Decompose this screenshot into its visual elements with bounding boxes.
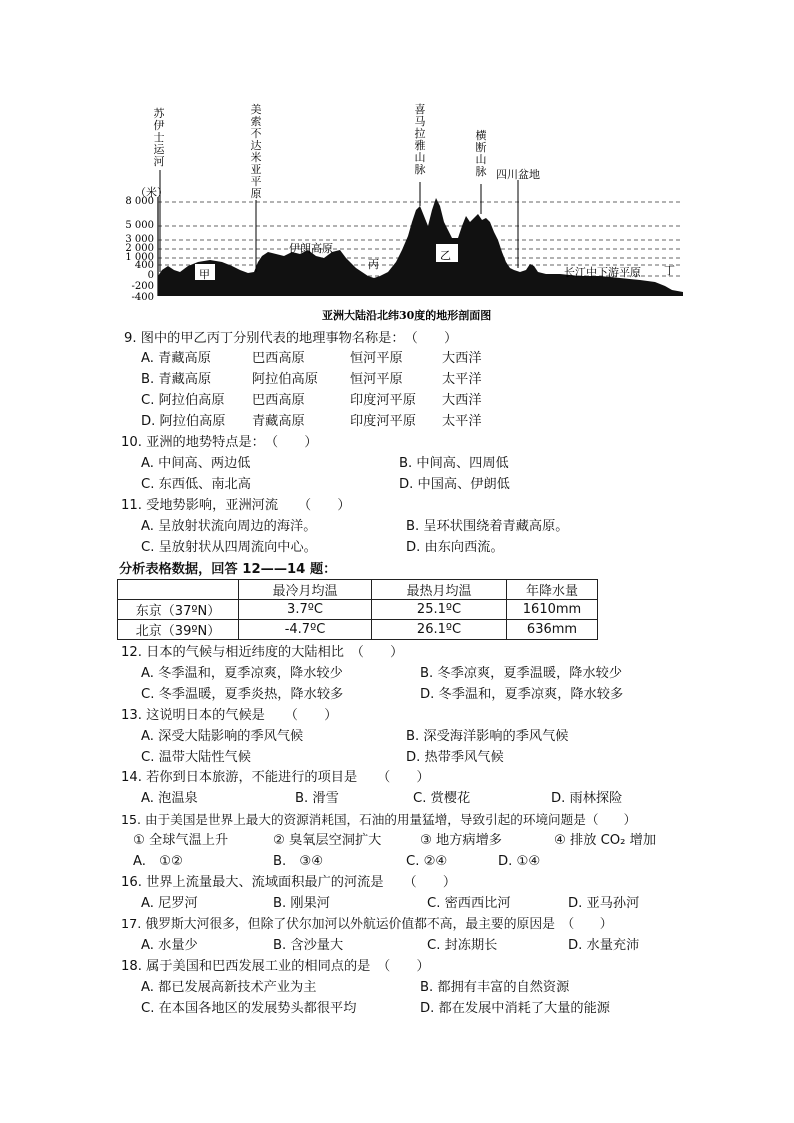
statement-3: ③ 地方病增多	[420, 833, 502, 848]
option-a: A. 都已发展高新技术产业为主	[141, 980, 317, 995]
hengduan-label: 横断山脉	[475, 129, 487, 178]
question-9: 9. 图中的甲乙丙丁分别代表的地理事物名称是： （ ）	[124, 331, 458, 346]
option-text: C. 阿拉伯高原	[141, 393, 225, 408]
option-c: C. 温带大陆性气候	[141, 750, 251, 765]
question-12: 12. 日本的气候与相近纬度的大陆相比 （ ）	[121, 645, 404, 660]
option-d: D. 水量充沛	[568, 938, 640, 953]
terrain-profile-svg	[0, 0, 794, 330]
option-a: A. ①②	[133, 854, 183, 869]
unit-label: （米）	[135, 186, 168, 199]
label-ding: 丁	[664, 264, 675, 277]
table-row	[118, 620, 598, 640]
option-c: C. 赏樱花	[413, 791, 471, 806]
option-a: A. 冬季温和，夏季凉爽，降水较少	[141, 666, 343, 681]
statement-2: ② 臭氧层空洞扩大	[273, 833, 382, 848]
option-text: 巴西高原	[252, 393, 305, 408]
suez-canal-label: 苏伊士运河	[153, 107, 165, 168]
option-text: 恒河平原	[350, 372, 403, 387]
option-b: B. 中间高、四周低	[399, 456, 509, 471]
himalaya-label: 喜马拉雅山脉	[414, 103, 426, 176]
option-d: D. 亚马孙河	[568, 896, 640, 911]
option-c: C. 东西低、南北高	[141, 477, 251, 492]
option-text: 阿拉伯高原	[252, 372, 318, 387]
diagram-caption: 亚洲大陆沿北纬30度的地形剖面图	[322, 309, 492, 322]
y-tick: -200	[131, 281, 154, 292]
y-tick: 5 000	[125, 220, 154, 231]
table-cell: 636mm	[507, 620, 598, 640]
table-header-cell: 最冷月均温	[239, 580, 372, 600]
option-a: A. 水量少	[141, 938, 198, 953]
y-tick: 0	[147, 270, 154, 281]
question-11: 11. 受地势影响，亚洲河流 （ ）	[121, 498, 351, 513]
option-text: 太平洋	[442, 372, 482, 387]
option-text: 恒河平原	[350, 351, 403, 366]
option-b: B. 刚果河	[273, 896, 330, 911]
table-cell: 25.1ºC	[372, 600, 507, 620]
question-10: 10. 亚洲的地势特点是： （ ）	[121, 435, 318, 450]
table-row	[118, 600, 598, 620]
mesopotamia-plain-label: 美索不达米亚平原	[250, 103, 262, 200]
option-d: D. ①④	[498, 854, 541, 869]
option-b: B. 冬季凉爽，夏季温暖，降水较少	[420, 666, 623, 681]
option-c: C. 密西西比河	[427, 896, 511, 911]
y-tick: 8 000	[125, 196, 154, 207]
option-text: 大西洋	[442, 351, 482, 366]
option-b: B. 都拥有丰富的自然资源	[420, 980, 570, 995]
option-text: D. 阿拉伯高原	[141, 414, 226, 429]
table-header-cell: 年降水量	[507, 580, 598, 600]
option-b: B. 呈环状围绕着青藏高原。	[406, 519, 569, 534]
terrain-profile-shape	[158, 198, 683, 296]
option-c: C. 封冻期长	[427, 938, 498, 953]
sichuan-basin-label: 四川盆地	[496, 168, 540, 181]
question-18: 18. 属于美国和巴西发展工业的相同点的是 （ ）	[121, 959, 430, 974]
option-a: A. 呈放射状流向周边的海洋。	[141, 519, 317, 534]
option-c: C. 呈放射状从四周流向中心。	[141, 540, 317, 555]
table-cell: 26.1ºC	[372, 620, 507, 640]
label-jia: 甲	[199, 268, 210, 281]
option-text: B. 青藏高原	[141, 372, 212, 387]
option-text: 印度河平原	[350, 414, 416, 429]
option-b: B. 含沙量大	[273, 938, 344, 953]
table-cell: 东京（37ºN）	[118, 600, 239, 620]
question-14: 14. 若你到日本旅游，不能进行的项目是 （ ）	[121, 770, 430, 785]
y-tick: 2 000	[125, 243, 154, 254]
option-d: D. 由东向西流。	[406, 540, 504, 555]
table-cell: -4.7ºC	[239, 620, 372, 640]
option-c: C. 冬季温暖，夏季炎热，降水较多	[141, 687, 344, 702]
table-cell: 1610mm	[507, 600, 598, 620]
climate-table	[117, 579, 598, 640]
y-tick: 3 000	[125, 234, 154, 245]
option-a: A. 泡温泉	[141, 791, 198, 806]
option-text: 巴西高原	[252, 351, 305, 366]
table-header-row	[118, 580, 598, 600]
option-a: A. 尼罗河	[141, 896, 198, 911]
option-a: A. 中间高、两边低	[141, 456, 251, 471]
option-a: A. 深受大陆影响的季风气候	[141, 729, 304, 744]
option-d: D. 热带季风气候	[406, 750, 504, 765]
option-b: B. ③④	[273, 854, 324, 869]
option-text: A. 青藏高原	[141, 351, 211, 366]
option-b: B. 深受海洋影响的季风气候	[406, 729, 569, 744]
table-cell: 北京（39ºN）	[118, 620, 239, 640]
question-13: 13. 这说明日本的气候是 （ ）	[121, 708, 338, 723]
y-tick: 1 000	[125, 252, 154, 263]
question-17: 17. 俄罗斯大河很多，但除了伏尔加河以外航运价值都不高，最主要的原因是 （ ）	[121, 917, 613, 932]
table-header-cell	[118, 580, 239, 600]
option-c: C. ②④	[406, 854, 448, 869]
statement-4: ④ 排放 CO₂ 增加	[554, 833, 657, 848]
option-d: D. 雨林探险	[551, 791, 623, 806]
table-heading: 分析表格数据，回答 12——14 题：	[119, 562, 337, 577]
y-tick: 400	[134, 260, 154, 271]
table-header-cell: 最热月均温	[372, 580, 507, 600]
statement-1: ① 全球气温上升	[133, 833, 229, 848]
option-text: 青藏高原	[252, 414, 305, 429]
option-text: 印度河平原	[350, 393, 416, 408]
table-cell: 3.7ºC	[239, 600, 372, 620]
option-d: D. 中国高、伊朗低	[399, 477, 510, 492]
option-text: 大西洋	[442, 393, 482, 408]
option-text: 太平洋	[442, 414, 482, 429]
option-d: D. 都在发展中消耗了大量的能源	[420, 1001, 610, 1016]
label-bing: 丙	[368, 258, 379, 271]
option-c: C. 在本国各地区的发展势头都很平均	[141, 1001, 357, 1016]
question-15: 15. 由于美国是世界上最大的资源消耗国，石油的用量猛增，导致引起的环境问题是（ ）	[121, 812, 637, 827]
question-16: 16. 世界上流量最大、流域面积最广的河流是 （ ）	[121, 875, 457, 890]
y-tick: -400	[131, 292, 154, 303]
option-d: D. 冬季温和，夏季凉爽，降水较多	[420, 687, 624, 702]
yangtze-plain-label: 长江中下游平原	[564, 266, 641, 279]
option-b: B. 滑雪	[295, 791, 339, 806]
label-yi: 乙	[440, 249, 451, 262]
iran-plateau-label: 伊朗高原	[289, 242, 333, 255]
